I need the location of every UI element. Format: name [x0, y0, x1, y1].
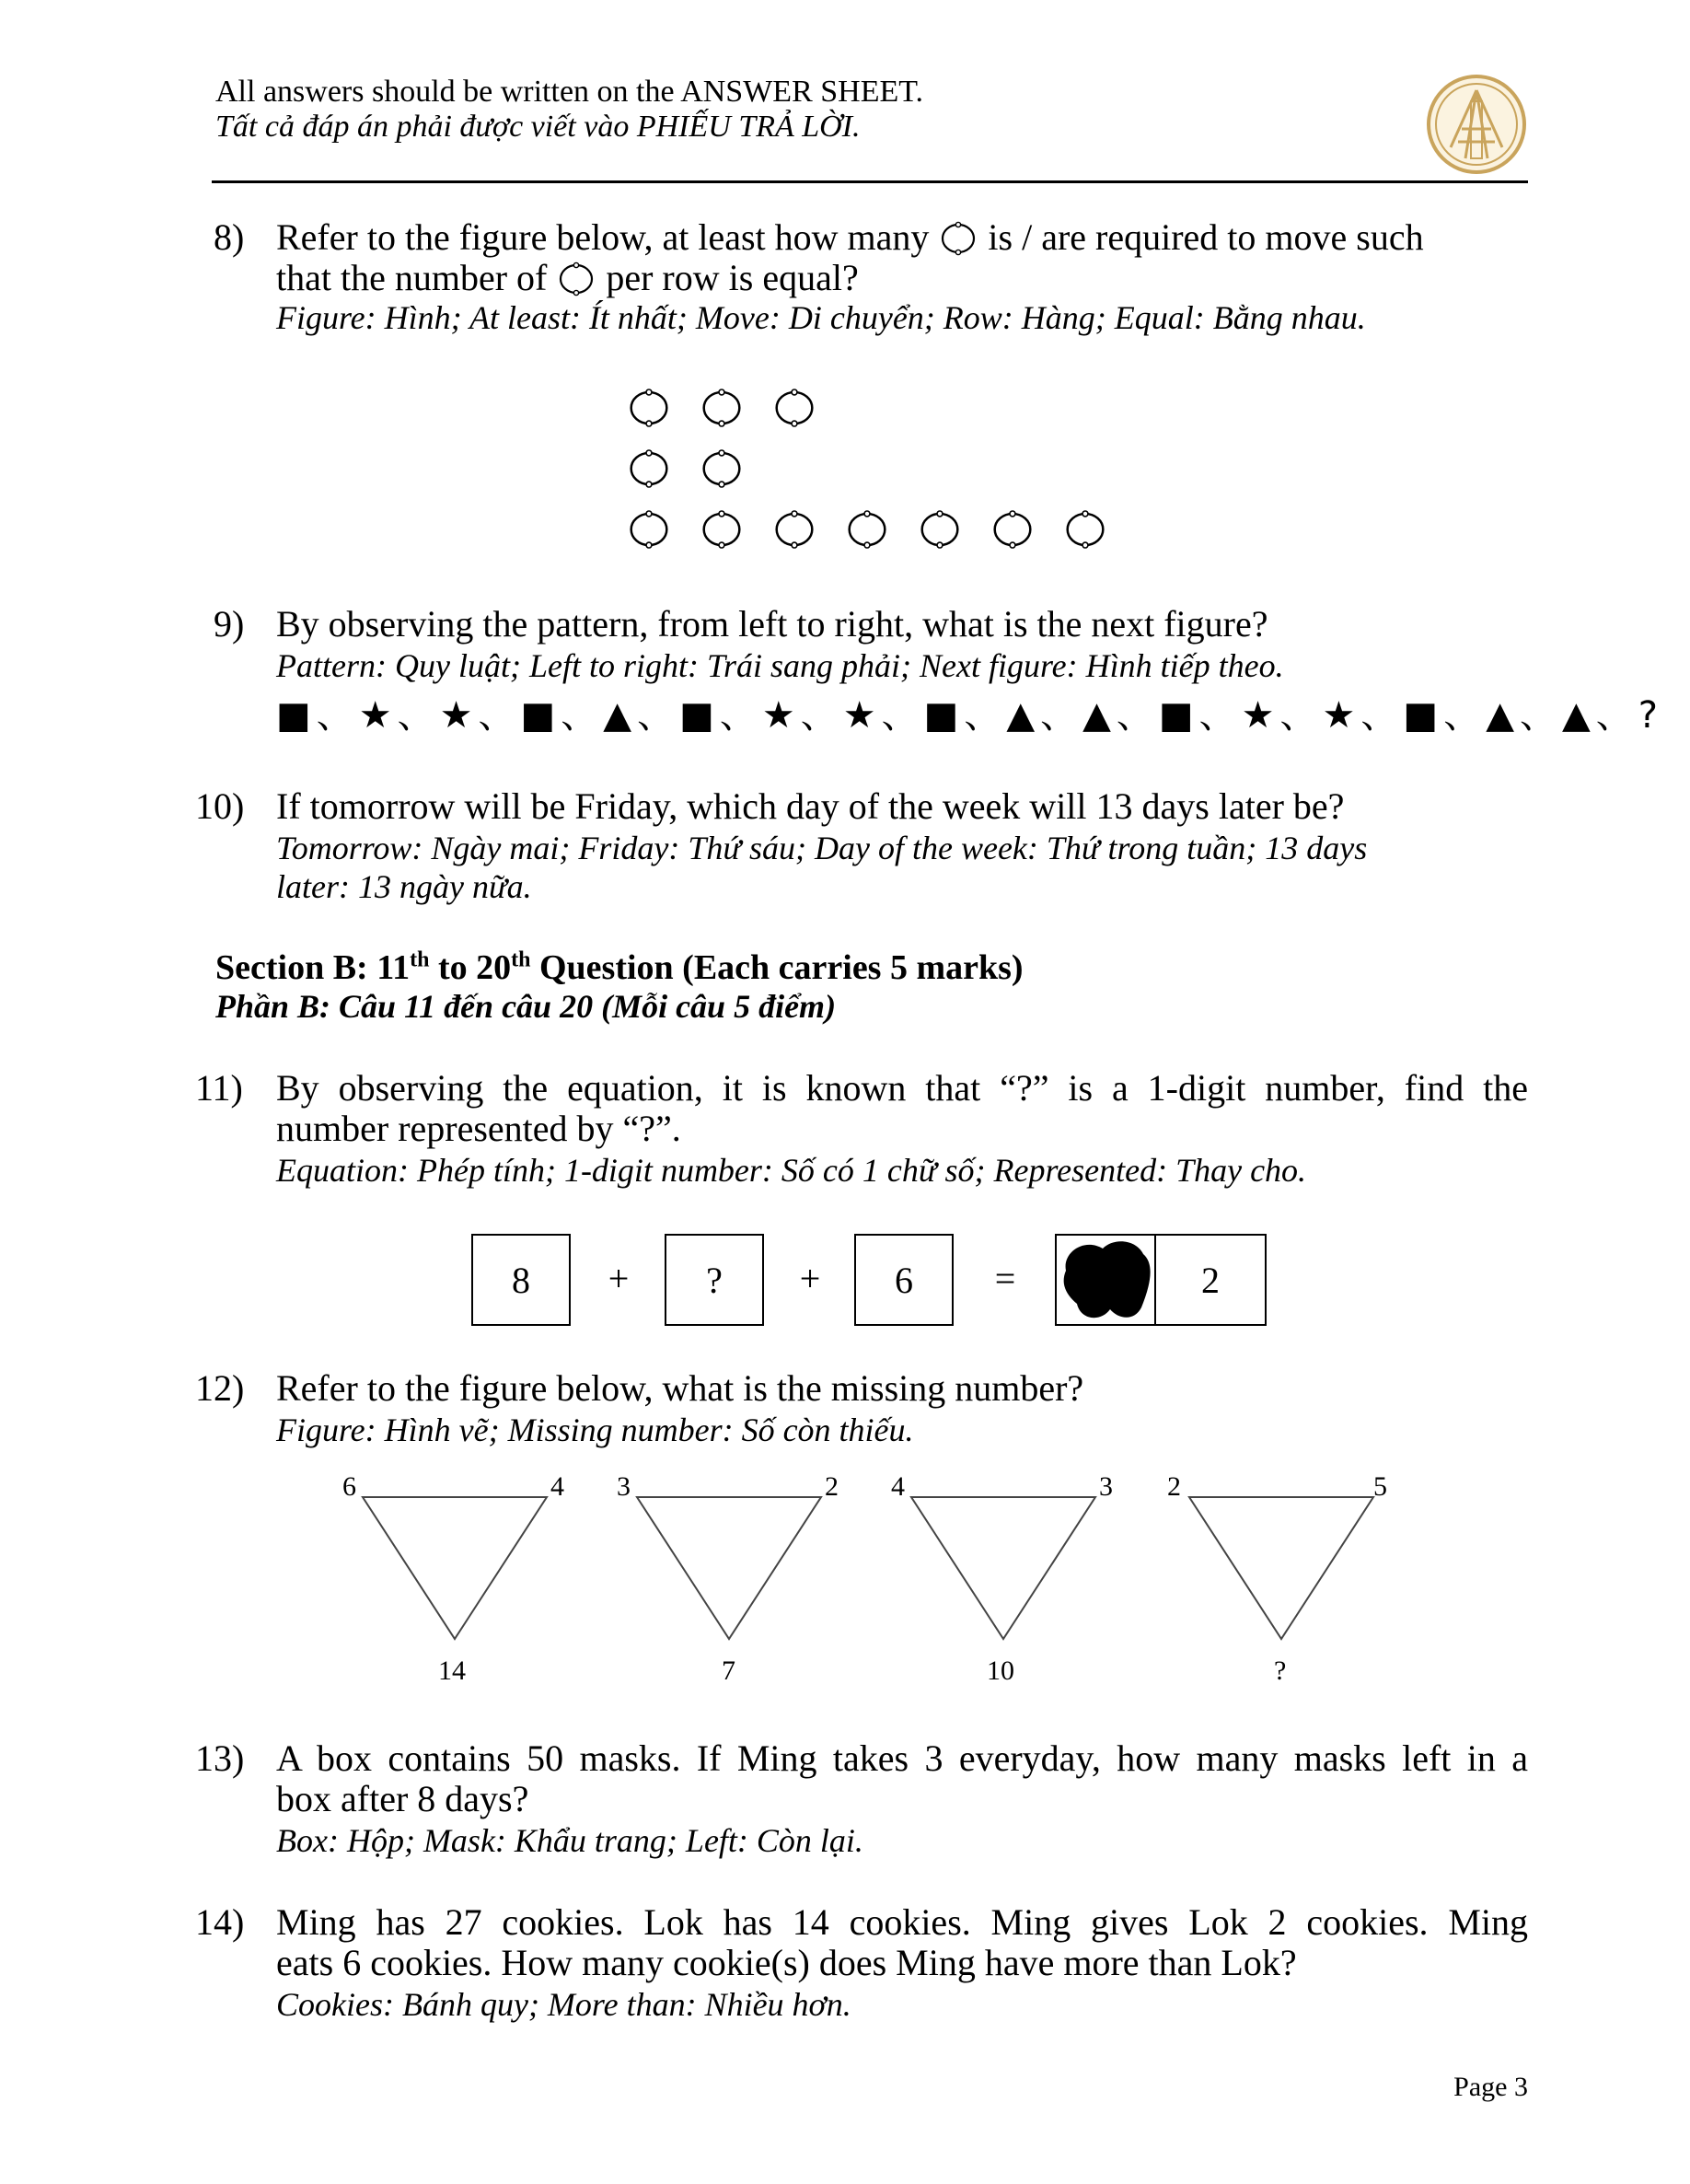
question-11-text-2: number represented by “?”. [276, 1108, 681, 1149]
question-8-text-a: Refer to the figure below, at least how many [276, 216, 930, 258]
section-b-title [215, 948, 1024, 987]
question-14-number: 14) [195, 1901, 245, 1943]
question-9-text: By observing the pattern, from left to right, what is the next figure? [276, 603, 1268, 645]
question-13-text-2: box after 8 days? [276, 1778, 529, 1819]
logo-emblem-icon [1425, 74, 1528, 175]
question-8-gloss: Figure: Hình; At least: Ít nhất; Move: Di chuyển; Row: Hàng; Equal: Bằng nhau. [276, 299, 1366, 336]
question-8-text-d: per row is equal? [606, 257, 859, 298]
question-10-text: If tomorrow will be Friday, which day of the week will 13 days later be? [276, 785, 1345, 827]
question-11-text-1: By observing the equation, it is known that “?” is a 1-digit number, find the [276, 1067, 1528, 1109]
section-b-title-a: Section B: 11 [215, 948, 411, 987]
question-8-text-b: is / are required to move such [988, 216, 1424, 258]
equation-box-8: 8 [471, 1234, 571, 1326]
question-13-gloss: Box: Hộp; Mask: Khẩu trang; Left: Còn lại. [276, 1822, 863, 1859]
question-10-number: 10) [195, 785, 245, 827]
equation-box-tens-covered [1055, 1234, 1156, 1326]
triangle-2-right: 2 [825, 1471, 839, 1502]
question-8-number: 8) [214, 216, 245, 258]
triangle-2-left: 3 [617, 1471, 631, 1502]
triangle-1 [342, 1471, 564, 1686]
question-8-line-2 [276, 258, 859, 298]
ring-icon [777, 511, 813, 548]
triangle-2-bottom: 7 [722, 1655, 735, 1686]
question-9-gloss: Pattern: Quy luật; Left to right: Trái sang phải; Next figure: Hình tiếp theo. [276, 647, 1284, 684]
question-9-sequence: ■、★、★、■、▲、■、★、★、■、▲、▲、■、★、★、■、▲、▲、? [276, 694, 1663, 737]
section-b-subtitle: Phần B: Câu 11 đến câu 20 (Mỗi câu 5 điểm) [215, 988, 837, 1025]
ring-icon [938, 220, 978, 257]
question-12-text: Refer to the figure below, what is the missing number? [276, 1367, 1084, 1409]
ink-blot-icon [1057, 1234, 1154, 1326]
question-11-number: 11) [195, 1067, 243, 1109]
ring-icon [704, 389, 740, 426]
equation-equals: = [994, 1258, 1016, 1299]
equation-box-ones: 2 [1154, 1234, 1267, 1326]
ring-icon [631, 389, 667, 426]
equation-plus-2: + [799, 1258, 821, 1299]
question-14-text-1: Ming has 27 cookies. Lok has 14 cookies. Ming gives Lok 2 cookies. Ming [276, 1901, 1528, 1943]
ring-icon [777, 389, 813, 426]
triangle-3-left: 4 [891, 1471, 905, 1502]
triangle-3 [891, 1471, 1113, 1686]
question-12-gloss: Figure: Hình vẽ; Missing number: Số còn thiếu. [276, 1411, 914, 1448]
triangle-1-right: 4 [550, 1471, 564, 1502]
question-8-text-c: that the number of [276, 257, 548, 298]
ring-icon [850, 511, 886, 548]
section-b-title-c: Question (Each carries 5 marks) [530, 948, 1024, 987]
ring-icon [704, 450, 740, 487]
triangles-figure [322, 1455, 1427, 1694]
question-10-gloss-1: Tomorrow: Ngày mai; Friday: Thứ sáu; Day of the week: Thứ trong tuần; 13 days [276, 830, 1368, 866]
question-14-text-2: eats 6 cookies. How many cookie(s) does Ming have more than Lok? [276, 1942, 1297, 1983]
question-13-number: 13) [195, 1737, 245, 1779]
triangle-1-left: 6 [342, 1471, 356, 1502]
ring-icon [1068, 511, 1104, 548]
equation-plus-1: + [608, 1258, 630, 1299]
equation-box-unknown: ? [665, 1234, 764, 1326]
triangle-4-bottom: ? [1274, 1655, 1287, 1686]
question-10-gloss-2: later: 13 ngày nữa. [276, 868, 532, 905]
triangle-3-bottom: 10 [987, 1655, 1014, 1686]
section-b-sup-2: th [511, 947, 531, 972]
triangle-4-right: 5 [1373, 1471, 1387, 1502]
question-8-line-1 [276, 217, 1528, 258]
triangle-4 [1167, 1471, 1387, 1686]
question-9-number: 9) [214, 603, 245, 645]
question-12-number: 12) [195, 1367, 245, 1409]
triangle-1-bottom: 14 [438, 1655, 466, 1686]
question-11-gloss: Equation: Phép tính; 1-digit number: Số có 1 chữ số; Represented: Thay cho. [276, 1152, 1307, 1189]
header-divider [212, 180, 1528, 183]
question-14-gloss: Cookies: Bánh quy; More than: Nhiều hơn. [276, 1986, 851, 2023]
triangle-4-left: 2 [1167, 1471, 1181, 1502]
section-b-title-b: to 20 [429, 948, 512, 987]
equation-box-6: 6 [854, 1234, 954, 1326]
page-number: Page 3 [1453, 2072, 1528, 2102]
triangle-2 [617, 1471, 839, 1686]
section-b-sup-1: th [410, 947, 430, 972]
ring-icon [556, 261, 596, 297]
triangle-3-right: 3 [1099, 1471, 1113, 1502]
question-13-text-1: A box contains 50 masks. If Ming takes 3 everyday, how many masks left in a [276, 1737, 1528, 1779]
ring-icon [922, 511, 958, 548]
header-instruction-en: All answers should be written on the ANSWER SHEET. [215, 75, 924, 109]
ring-icon [704, 511, 740, 548]
ring-icon [631, 450, 667, 487]
ring-icon [995, 511, 1031, 548]
ring-rows-figure [617, 378, 1132, 562]
header-instruction-vi: Tất cả đáp án phải được viết vào PHIẾU TRẢ LỜI. [215, 110, 861, 144]
ring-icon [631, 511, 667, 548]
